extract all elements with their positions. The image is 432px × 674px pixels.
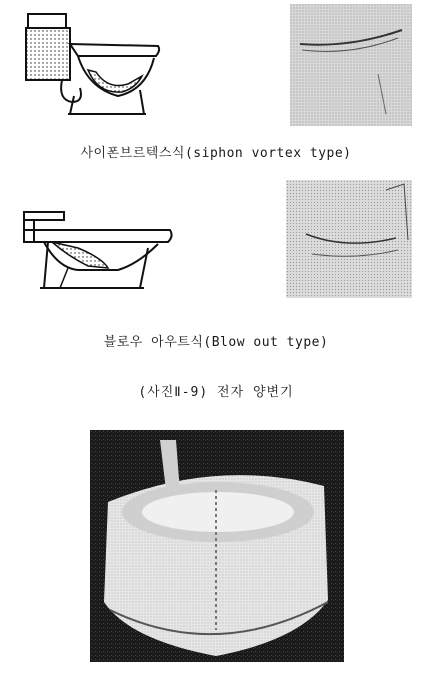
- siphon-vortex-caption: 사이폰브르텍스식(siphon vortex type): [80, 146, 352, 161]
- electronic-toilet-photo: [90, 430, 344, 662]
- siphon-vortex-drawing: [18, 10, 168, 120]
- blow-out-caption: 블로우 아우트식(Blow out type): [103, 335, 329, 350]
- blow-out-photo: [286, 180, 412, 298]
- blow-out-drawing: [18, 208, 178, 300]
- plate-caption: (사진Ⅱ-9) 전자 양변기: [138, 385, 294, 400]
- siphon-vortex-photo: [290, 4, 412, 126]
